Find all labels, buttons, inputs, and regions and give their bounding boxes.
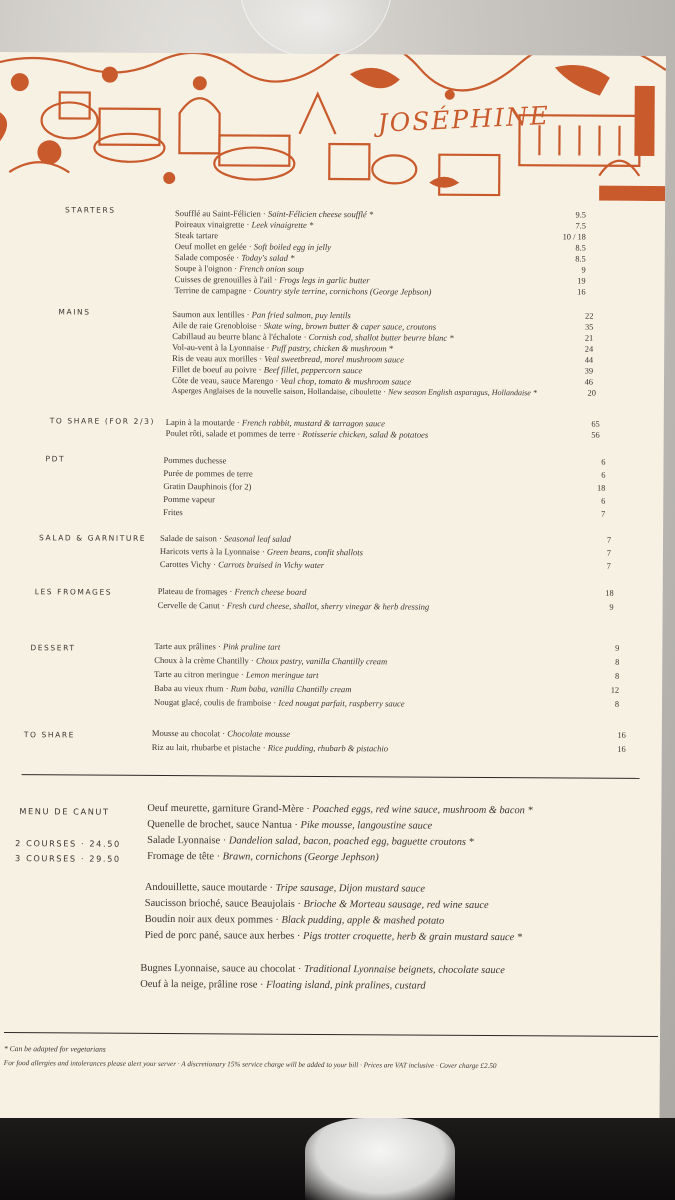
item-price: 18 — [605, 588, 614, 598]
menu-item: Saucisson brioché, sauce Beaujolais · Brioche & Morteau sausage, red wine sauce — [144, 897, 489, 912]
menu-item: Haricots verts à la Lyonnaise · Green beans, confit shallots — [159, 545, 364, 558]
menu-item: Pied de porc pané, sauce aux herbes · Pigs trotter croquette, herb & grain mustard sauce * — [144, 929, 523, 944]
menu-item: Côte de veau, sauce Marengo · Veal chop, tomato & mushroom sauce — [171, 375, 412, 387]
menu-item: Pomme vapeur — [163, 494, 216, 505]
menu-item: Carottes Vichy · Carrots braised in Vichy water — [159, 558, 325, 570]
item-price: 18 — [596, 483, 606, 493]
item-price: 9 — [615, 643, 620, 653]
section-mains-heading: MAINS — [58, 307, 91, 317]
item-price: 7 — [606, 535, 612, 545]
item-price: 8.5 — [575, 254, 586, 264]
item-price: 56 — [591, 430, 600, 440]
menu-item: Ris de veau aux morilles · Veal sweetbread, morel mushroom sauce — [172, 353, 404, 365]
menu-item: Steak tartare — [174, 230, 219, 241]
menu-item: Lapin à la moutarde · French rabbit, mustard & tarragon sauce — [165, 417, 385, 429]
item-price: 9 — [581, 265, 586, 275]
menu-item: Pommes duchesse — [163, 455, 227, 466]
menu-item: Saumon aux lentilles · Pan fried salmon, puy lentils — [172, 309, 351, 321]
section-to-share-dessert-heading: TO SHARE — [23, 730, 76, 740]
napkin — [305, 1118, 455, 1200]
menu-item: Cervelle de Canut · Fresh curd cheese, shallot, sherry vinegar & herb dressing — [157, 599, 430, 612]
section-to-share-heading: TO SHARE (FOR 2/3) — [49, 416, 156, 426]
menu-item: Tarte au citron meringue · Lemon meringue tart — [154, 668, 319, 680]
item-price: 21 — [584, 333, 594, 343]
section-dessert-heading: DESSERT — [30, 643, 76, 653]
menu-item: Plateau de fromages · French cheese board — [157, 585, 307, 597]
item-price: 16 — [617, 730, 626, 740]
section-salad-heading: SALAD & GARNITURE — [39, 533, 147, 543]
menu-item: Frites — [163, 507, 183, 518]
menu-item: Quenelle de brochet, sauce Nantua · Pike mousse, langoustine sauce — [147, 818, 433, 832]
menu-item: Oeuf à la neige, prâline rose · Floating island, pink pralines, custard — [140, 978, 426, 992]
menu-item: Mousse au chocolat · Chocolate mousse — [151, 727, 291, 739]
divider — [22, 774, 640, 779]
menu-item: Purée de pommes de terre — [163, 468, 253, 479]
menu-item: Tarte aux prâlines · Pink praline tart — [154, 640, 281, 652]
menu-sheet — [0, 52, 666, 1122]
menu-item: Andouillette, sauce moutarde · Tripe sausage, Dijon mustard sauce — [144, 881, 426, 895]
item-price: 12 — [610, 685, 620, 695]
item-price: 8 — [615, 657, 620, 667]
menu-item: Poulet rôti, salade et pommes de terre · Rotisserie chicken, salad & potatoes — [165, 428, 429, 440]
courses-2-price: 2 COURSES · 24.50 — [15, 838, 121, 849]
item-price: 9.5 — [575, 210, 587, 220]
menu-item: Gratin Dauphinois (for 2) — [163, 481, 252, 492]
section-canut-heading: MENU DE CANUT — [19, 806, 110, 817]
menu-item: Aile de raie Grenobloise · Skate wing, brown butter & caper sauce, croutons — [172, 320, 437, 332]
item-price: 8 — [614, 671, 620, 681]
section-pdt-heading: PDT — [45, 454, 66, 464]
item-price: 6 — [601, 457, 606, 467]
menu-item: Choux à la crème Chantilly · Choux pastry, vanilla Chantilly cream — [154, 654, 388, 667]
item-price: 39 — [584, 366, 594, 376]
item-price: 35 — [584, 322, 594, 332]
item-price: 16 — [577, 287, 586, 297]
menu-item: Riz au lait, rhubarbe et pistache · Rice pudding, rhubarb & pistachio — [151, 741, 389, 754]
menu-item: Soupe à l'oignon · French onion soup — [174, 263, 304, 274]
item-price: 44 — [584, 355, 594, 365]
divider — [4, 1032, 658, 1037]
courses-3-price: 3 COURSES · 29.50 — [15, 853, 121, 864]
menu-item: Terrine de campagne · Country style terrine, cornichons (George Jepbson) — [174, 285, 432, 297]
item-price: 7 — [600, 509, 606, 519]
item-price: 10 / 18 — [562, 232, 586, 242]
item-price: 6 — [601, 470, 606, 480]
menu-item: Cabillaud au beurre blanc à l'échalote · Cornish cod, shallot butter beurre blanc * — [172, 331, 454, 343]
kitchen-illustration-icon — [0, 52, 666, 201]
menu-item: Baba au vieux rhum · Rum baba, vanilla Chantilly cream — [154, 682, 352, 695]
allergy-note: For food allergies and intolerances please alert your server · A discretionary 15% service charge will be added to your bill · Prices are VAT inclusive · Cover charge £2.50 — [3, 1059, 497, 1071]
item-price: 22 — [584, 311, 594, 321]
menu-item: Fromage de tête · Brawn, cornichons (George Jephson) — [147, 850, 379, 864]
vegetarian-note: * Can be adapted for vegetarians — [3, 1044, 106, 1054]
menu-item: Vol-au-vent à la Lyonnaise · Puff pastry, chicken & mushroom * — [172, 342, 394, 354]
item-price: 7 — [606, 548, 611, 558]
menu-item: Poireaux vinaigrette · Leek vinaigrette * — [174, 219, 314, 230]
menu-item: Salade de saison · Seasonal leaf salad — [160, 532, 291, 544]
menu-item: Oeuf mollet en gelée · Soft boiled egg in jelly — [174, 241, 332, 253]
item-price: 46 — [584, 377, 594, 387]
menu-item: Asperges Anglaises de la nouvelle saison, Hollandaise, ciboulette · New season English asparagus, Hollandaise * — [171, 386, 537, 398]
menu-item: Salade Lyonnaise · Dandelion salad, bacon, poached egg, baguette croutons * — [147, 834, 474, 848]
brand-logo: JOSÉPHINE — [377, 100, 551, 138]
item-price: 9 — [609, 602, 614, 612]
item-price: 7.5 — [575, 221, 586, 231]
menu-item: Salade composée · Today's salad * — [174, 252, 295, 263]
item-price: 8 — [614, 699, 620, 709]
menu-item: Nougat glacé, coulis de framboise · Iced nougat parfait, raspberry sauce — [154, 696, 405, 709]
menu-item: Oeuf meurette, garniture Grand-Mère · Poached eggs, red wine sauce, mushroom & bacon * — [147, 802, 533, 817]
menu-item: Boudin noir aux deux pommes · Black pudding, apple & mashed potato — [144, 913, 445, 927]
menu-item: Bugnes Lyonnaise, sauce au chocolat · Traditional Lyonnaise beignets, chocolate sauce — [140, 962, 505, 977]
item-price: 65 — [591, 419, 600, 429]
item-price: 8.5 — [575, 243, 586, 253]
item-price: 19 — [577, 276, 586, 286]
item-price: 20 — [587, 388, 596, 398]
item-price: 6 — [601, 496, 606, 506]
menu-item: Fillet de boeuf au poivre · Beef fillet, peppercorn sauce — [172, 364, 363, 376]
menu-item: Soufflé au Saint-Félicien · Saint-Félicien cheese soufflé * — [174, 208, 374, 220]
item-price: 24 — [584, 344, 594, 354]
section-starters-heading: STARTERS — [65, 205, 116, 215]
item-price: 7 — [606, 561, 611, 571]
section-fromages-heading: LES FROMAGES — [34, 587, 113, 597]
menu-item: Cuisses de grenouilles à l'ail · Frogs legs in garlic butter — [174, 274, 370, 286]
item-price: 16 — [617, 744, 626, 754]
header-illustration — [0, 52, 666, 201]
